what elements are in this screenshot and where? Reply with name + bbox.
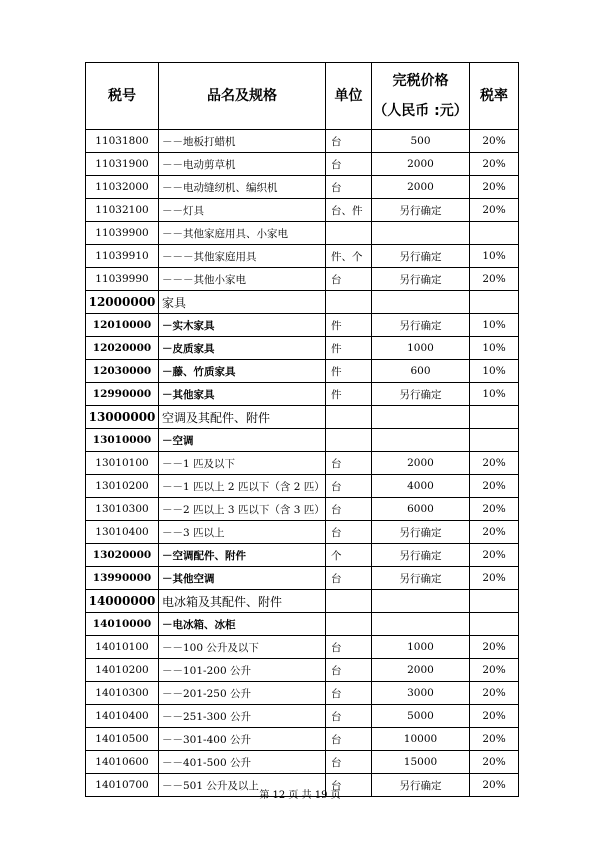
cell-name: －－电动缝纫机、编织机 — [159, 176, 326, 199]
cell-code: 13000000 — [86, 406, 159, 429]
cell-name: －藤、竹质家具 — [159, 360, 326, 383]
header-price-line2: （人民币 :元） — [373, 103, 468, 119]
table-row — [86, 199, 519, 222]
cell-price — [372, 590, 470, 613]
cell-rate: 20% — [470, 521, 519, 544]
header-code: 税号 — [86, 63, 159, 130]
cell-price — [372, 291, 470, 314]
cell-price: 500 — [372, 130, 470, 153]
table-row — [86, 429, 519, 452]
table-row — [86, 728, 519, 751]
cell-price: 2000 — [372, 153, 470, 176]
table-row — [86, 705, 519, 728]
cell-price: 1000 — [372, 337, 470, 360]
cell-code: 11032100 — [86, 199, 159, 222]
cell-rate: 20% — [470, 130, 519, 153]
cell-unit — [326, 613, 372, 636]
cell-rate: 20% — [470, 498, 519, 521]
cell-name: －－灯具 — [159, 199, 326, 222]
cell-unit: 台 — [326, 728, 372, 751]
cell-code: 14010000 — [86, 613, 159, 636]
cell-price: 2000 — [372, 452, 470, 475]
cell-name: －其他空调 — [159, 567, 326, 590]
table-row — [86, 314, 519, 337]
cell-price: 5000 — [372, 705, 470, 728]
cell-unit: 台 — [326, 682, 372, 705]
cell-code: 12020000 — [86, 337, 159, 360]
cell-unit: 台 — [326, 452, 372, 475]
table-row — [86, 406, 519, 429]
cell-rate — [470, 291, 519, 314]
cell-price: 3000 — [372, 682, 470, 705]
cell-unit — [326, 590, 372, 613]
cell-unit: 件、个 — [326, 245, 372, 268]
cell-name: －－501 公升及以上 — [159, 774, 326, 797]
table-row — [86, 268, 519, 291]
cell-unit — [326, 406, 372, 429]
tax-rate-table — [85, 62, 519, 797]
table-row — [86, 360, 519, 383]
table-row — [86, 222, 519, 245]
cell-code: 14010100 — [86, 636, 159, 659]
cell-unit: 台 — [326, 498, 372, 521]
cell-name: －－251-300 公升 — [159, 705, 326, 728]
cell-name: －－201-250 公升 — [159, 682, 326, 705]
header-name: 品名及规格 — [159, 63, 326, 130]
table-row — [86, 567, 519, 590]
cell-price: 另行确定 — [372, 314, 470, 337]
cell-rate: 20% — [470, 475, 519, 498]
table-header-row — [86, 63, 519, 130]
cell-rate: 20% — [470, 452, 519, 475]
cell-rate: 20% — [470, 682, 519, 705]
cell-price: 4000 — [372, 475, 470, 498]
header-price — [372, 63, 470, 130]
table-row — [86, 452, 519, 475]
cell-name: －－100 公升及以下 — [159, 636, 326, 659]
cell-rate: 20% — [470, 728, 519, 751]
cell-code: 14010600 — [86, 751, 159, 774]
cell-price: 另行确定 — [372, 268, 470, 291]
cell-name: 家具 — [159, 291, 326, 314]
cell-code: 11039990 — [86, 268, 159, 291]
cell-code: 14000000 — [86, 590, 159, 613]
cell-code: 12000000 — [86, 291, 159, 314]
cell-name: －－电动剪草机 — [159, 153, 326, 176]
table-row — [86, 544, 519, 567]
table-row — [86, 751, 519, 774]
cell-code: 13010300 — [86, 498, 159, 521]
cell-unit: 台 — [326, 636, 372, 659]
header-unit: 单位 — [326, 63, 372, 130]
cell-name: －－地板打蜡机 — [159, 130, 326, 153]
cell-code: 11031800 — [86, 130, 159, 153]
cell-code: 14010400 — [86, 705, 159, 728]
cell-code: 11032000 — [86, 176, 159, 199]
cell-price: 2000 — [372, 659, 470, 682]
cell-name: 空调及其配件、附件 — [159, 406, 326, 429]
cell-code: 13990000 — [86, 567, 159, 590]
table-row — [86, 383, 519, 406]
cell-rate: 20% — [470, 567, 519, 590]
cell-name: －－－其他家庭用具 — [159, 245, 326, 268]
cell-code: 11039900 — [86, 222, 159, 245]
cell-code: 13010000 — [86, 429, 159, 452]
cell-price: 另行确定 — [372, 567, 470, 590]
cell-price — [372, 429, 470, 452]
cell-code: 14010200 — [86, 659, 159, 682]
cell-name: 电冰箱及其配件、附件 — [159, 590, 326, 613]
cell-code: 13020000 — [86, 544, 159, 567]
cell-rate: 10% — [470, 360, 519, 383]
table-row — [86, 636, 519, 659]
table-row — [86, 682, 519, 705]
cell-price: 另行确定 — [372, 544, 470, 567]
page-footer: 第 12 页 共 19 页 — [259, 790, 341, 801]
cell-unit: 台 — [326, 475, 372, 498]
cell-unit: 件 — [326, 360, 372, 383]
cell-unit: 台 — [326, 705, 372, 728]
cell-code: 12010000 — [86, 314, 159, 337]
cell-price: 1000 — [372, 636, 470, 659]
cell-rate: 10% — [470, 383, 519, 406]
cell-rate: 10% — [470, 314, 519, 337]
cell-rate: 20% — [470, 544, 519, 567]
cell-unit — [326, 291, 372, 314]
cell-name: －实木家具 — [159, 314, 326, 337]
cell-name: －－2 匹以上 3 匹以下（含 3 匹） — [159, 498, 326, 521]
cell-rate — [470, 429, 519, 452]
cell-rate: 20% — [470, 705, 519, 728]
header-rate: 税率 — [470, 63, 519, 130]
cell-name: －皮质家具 — [159, 337, 326, 360]
cell-unit: 台 — [326, 751, 372, 774]
cell-price: 15000 — [372, 751, 470, 774]
cell-unit: 件 — [326, 383, 372, 406]
table-row — [86, 291, 519, 314]
cell-price: 另行确定 — [372, 521, 470, 544]
cell-name: －－101-200 公升 — [159, 659, 326, 682]
cell-unit: 台 — [326, 153, 372, 176]
cell-price: 另行确定 — [372, 774, 470, 797]
cell-rate: 20% — [470, 199, 519, 222]
cell-rate: 10% — [470, 337, 519, 360]
cell-name: －其他家具 — [159, 383, 326, 406]
cell-unit: 件 — [326, 314, 372, 337]
cell-unit: 台 — [326, 268, 372, 291]
cell-unit — [326, 222, 372, 245]
cell-price: 6000 — [372, 498, 470, 521]
cell-code: 13010100 — [86, 452, 159, 475]
cell-price: 另行确定 — [372, 383, 470, 406]
cell-rate: 20% — [470, 659, 519, 682]
cell-unit: 台 — [326, 176, 372, 199]
cell-code: 11039910 — [86, 245, 159, 268]
cell-code: 14010300 — [86, 682, 159, 705]
cell-name: －空调 — [159, 429, 326, 452]
cell-price: 另行确定 — [372, 199, 470, 222]
cell-name: －－其他家庭用具、小家电 — [159, 222, 326, 245]
cell-price: 600 — [372, 360, 470, 383]
cell-price: 另行确定 — [372, 245, 470, 268]
cell-unit: 台 — [326, 659, 372, 682]
cell-unit: 个 — [326, 544, 372, 567]
cell-rate: 10% — [470, 245, 519, 268]
table-row — [86, 130, 519, 153]
cell-name: －－1 匹及以下 — [159, 452, 326, 475]
cell-unit — [326, 429, 372, 452]
cell-rate: 20% — [470, 268, 519, 291]
table-row — [86, 337, 519, 360]
cell-unit: 件 — [326, 337, 372, 360]
cell-code: 13010400 — [86, 521, 159, 544]
cell-code: 12030000 — [86, 360, 159, 383]
cell-rate — [470, 406, 519, 429]
cell-name: －－－其他小家电 — [159, 268, 326, 291]
cell-name: －空调配件、附件 — [159, 544, 326, 567]
table-row — [86, 613, 519, 636]
cell-rate: 20% — [470, 153, 519, 176]
cell-unit: 台 — [326, 567, 372, 590]
cell-name: －电冰箱、冰柜 — [159, 613, 326, 636]
table-row — [86, 521, 519, 544]
cell-unit: 台、件 — [326, 199, 372, 222]
cell-rate: 20% — [470, 751, 519, 774]
cell-code: 13010200 — [86, 475, 159, 498]
table-row — [86, 153, 519, 176]
cell-code: 14010500 — [86, 728, 159, 751]
table-row — [86, 176, 519, 199]
cell-price — [372, 406, 470, 429]
cell-rate: 20% — [470, 636, 519, 659]
cell-rate: 20% — [470, 774, 519, 797]
cell-code: 11031900 — [86, 153, 159, 176]
cell-unit: 台 — [326, 774, 372, 797]
cell-price: 10000 — [372, 728, 470, 751]
table-row — [86, 659, 519, 682]
cell-price — [372, 613, 470, 636]
cell-price: 2000 — [372, 176, 470, 199]
cell-rate — [470, 590, 519, 613]
table-body — [86, 130, 519, 797]
cell-name: －－301-400 公升 — [159, 728, 326, 751]
cell-rate — [470, 613, 519, 636]
table-row — [86, 245, 519, 268]
cell-rate: 20% — [470, 176, 519, 199]
cell-code: 12990000 — [86, 383, 159, 406]
cell-price — [372, 222, 470, 245]
table-row — [86, 590, 519, 613]
table-row — [86, 475, 519, 498]
header-price-line1: 完税价格 — [392, 73, 449, 89]
cell-rate — [470, 222, 519, 245]
cell-name: －－3 匹以上 — [159, 521, 326, 544]
cell-code: 14010700 — [86, 774, 159, 797]
cell-name: －－401-500 公升 — [159, 751, 326, 774]
cell-unit: 台 — [326, 521, 372, 544]
cell-unit: 台 — [326, 130, 372, 153]
cell-name: －－1 匹以上 2 匹以下（含 2 匹） — [159, 475, 326, 498]
table-row — [86, 498, 519, 521]
